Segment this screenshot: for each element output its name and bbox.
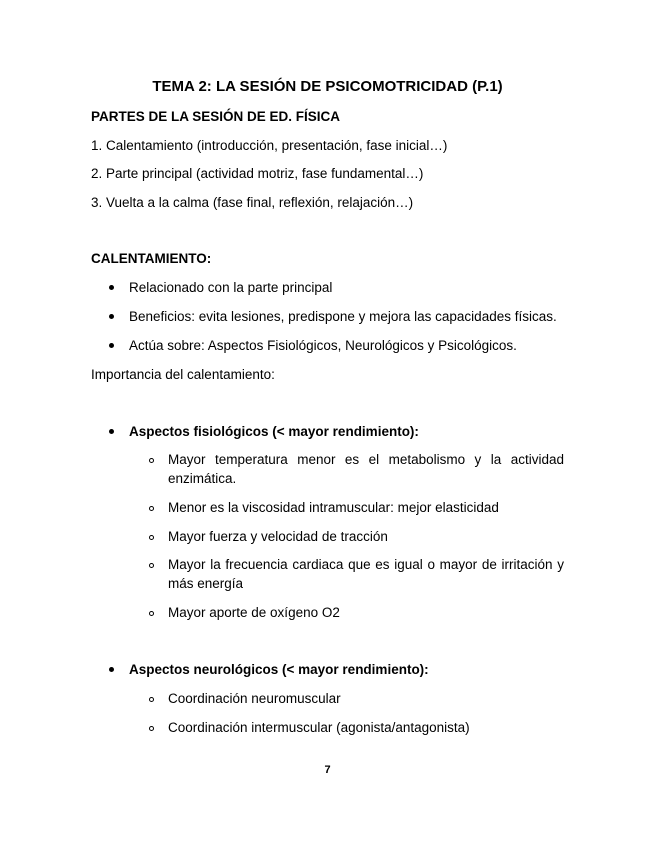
physiological-item-1-line1: Mayor temperatura menor es el metabolismo y la actividad — [168, 452, 564, 467]
bullet-icon — [109, 667, 114, 672]
neurological-heading: Aspectos neurológicos (< mayor rendimiento): — [129, 662, 429, 677]
warmup-bullet-2: Beneficios: evita lesiones, predispone y mejora las capacidades físicas. — [129, 309, 557, 324]
bullet-icon — [109, 285, 114, 290]
physiological-item-3: Mayor fuerza y velocidad de tracción — [168, 529, 388, 544]
physiological-item-5: Mayor aporte de oxígeno O2 — [168, 605, 340, 620]
page-number: 7 — [324, 764, 331, 776]
warmup-heading: CALENTAMIENTO: — [91, 251, 212, 266]
circle-bullet-icon — [149, 726, 154, 731]
physiological-heading: Aspectos fisiológicos (< mayor rendimiento): — [129, 424, 419, 439]
physiological-item-4-line1: Mayor la frecuencia cardiaca que es igual o mayor de irritación y — [168, 557, 564, 572]
part-item-1: 1. Calentamiento (introducción, presentación, fase inicial…) — [91, 138, 448, 153]
page-title: TEMA 2: LA SESIÓN DE PSICOMOTRICIDAD (P.1) — [152, 78, 503, 95]
bullet-icon — [109, 429, 114, 434]
circle-bullet-icon — [149, 506, 154, 511]
circle-bullet-icon — [149, 535, 154, 540]
circle-bullet-icon — [149, 611, 154, 616]
physiological-item-2: Menor es la viscosidad intramuscular: mejor elasticidad — [168, 500, 499, 515]
circle-bullet-icon — [149, 563, 154, 568]
neurological-item-2: Coordinación intermuscular (agonista/antagonista) — [168, 720, 470, 735]
physiological-item-4-line2: más energía — [168, 576, 244, 591]
bullet-icon — [109, 314, 114, 319]
neurological-item-1: Coordinación neuromuscular — [168, 691, 341, 706]
warmup-bullet-3: Actúa sobre: Aspectos Fisiológicos, Neurológicos y Psicológicos. — [129, 338, 517, 353]
bullet-icon — [109, 343, 114, 348]
importance-label: Importancia del calentamiento: — [91, 367, 275, 382]
physiological-item-1-line2: enzimática. — [168, 471, 237, 486]
part-item-3: 3. Vuelta a la calma (fase final, reflexión, relajación…) — [91, 195, 414, 210]
circle-bullet-icon — [149, 458, 154, 463]
warmup-bullet-1: Relacionado con la parte principal — [129, 280, 333, 295]
circle-bullet-icon — [149, 697, 154, 702]
parts-heading: PARTES DE LA SESIÓN DE ED. FÍSICA — [91, 109, 341, 124]
part-item-2: 2. Parte principal (actividad motriz, fase fundamental…) — [91, 166, 424, 181]
